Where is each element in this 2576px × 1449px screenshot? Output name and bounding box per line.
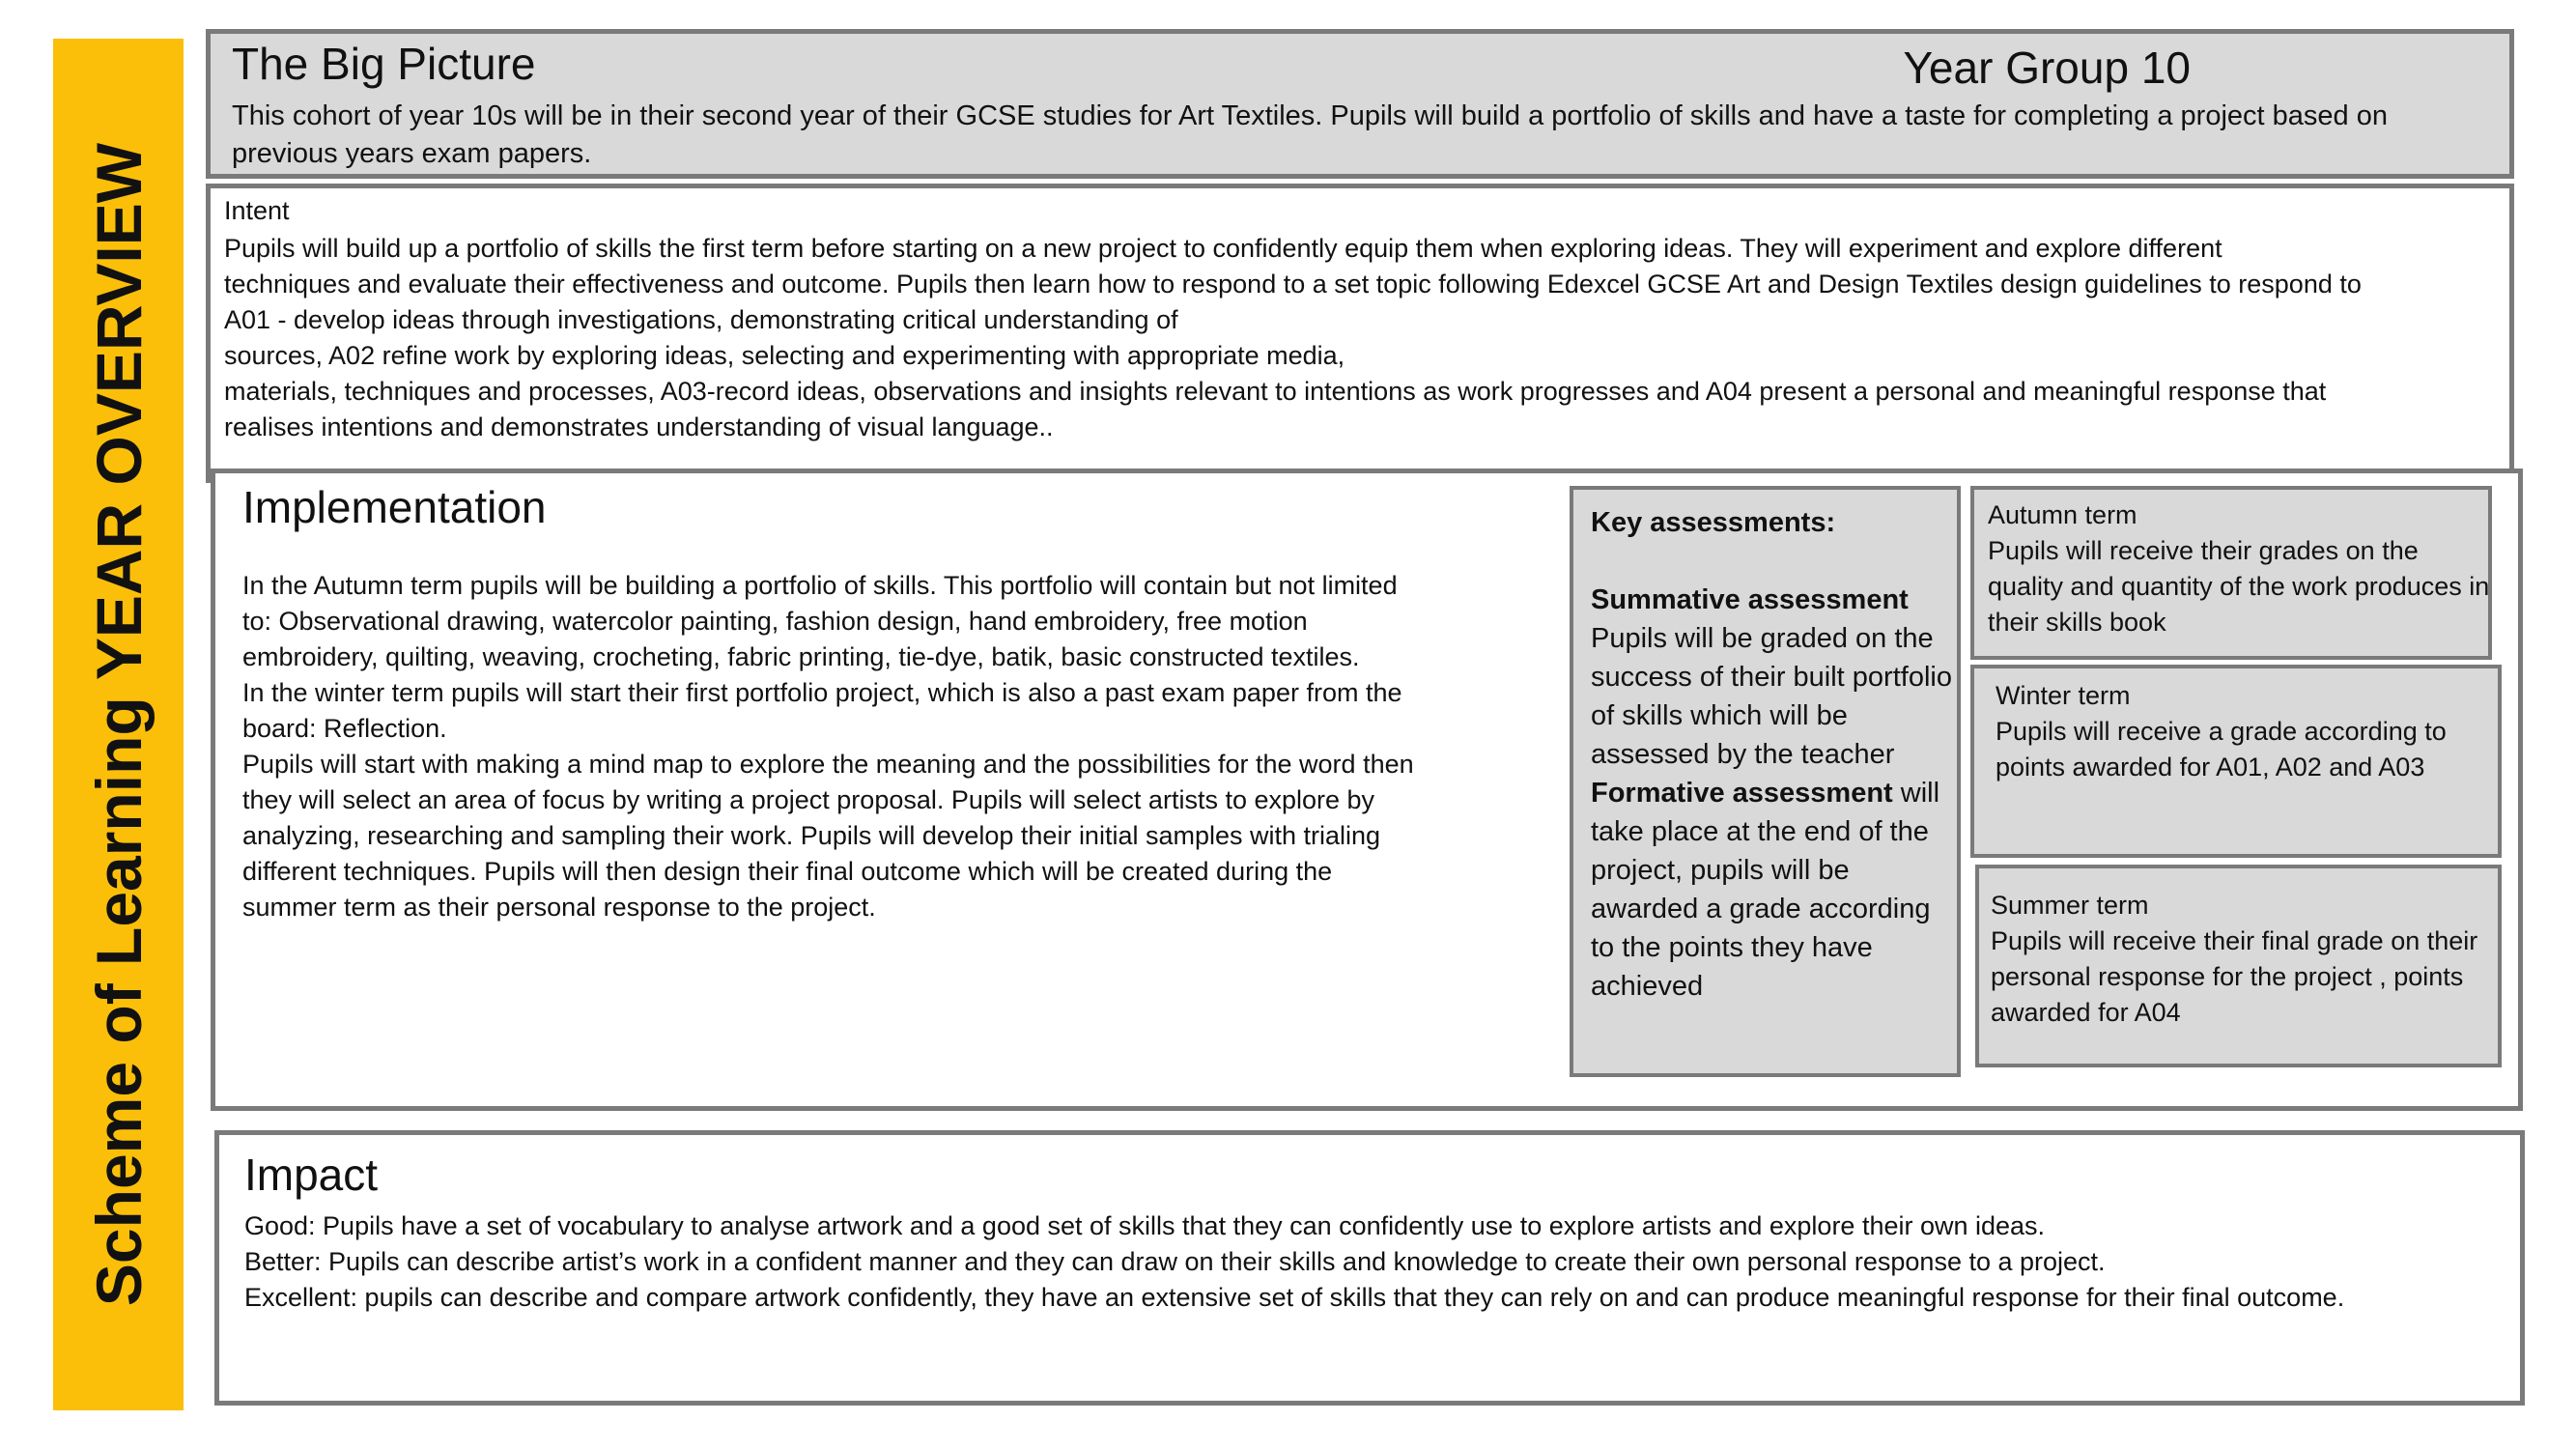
- autumn-term-content: [1988, 497, 2490, 640]
- winter-term-content: [1996, 678, 2498, 785]
- intent-line: realises intentions and demonstrates understanding of visual language..: [224, 412, 1054, 441]
- key-assessments-panel: [1570, 486, 1961, 1077]
- implementation-line: summer term as their personal response to the project.: [242, 893, 876, 922]
- autumn-term-title: Autumn term: [1988, 500, 2137, 529]
- autumn-term-text: Pupils will receive their grades on the quality and quantity of the work produces in their skills book: [1988, 536, 2490, 637]
- implementation-line: Pupils will start with making a mind map to explore the meaning and the possibilities for the word then: [242, 750, 1414, 779]
- summer-term-panel: [1975, 865, 2502, 1067]
- sidebar-title: Scheme of Learning YEAR OVERVIEW: [82, 142, 155, 1307]
- implementation-line: they will select an area of focus by writing a project proposal. Pupils will select artists to explore by: [242, 785, 1375, 814]
- winter-term-title: Winter term: [1996, 681, 2131, 710]
- impact-excellent: Excellent: pupils can describe and compare artwork confidently, they have an extensive set of skills that they can rely on and can produce meaningful response for their final outcome.: [244, 1283, 2345, 1312]
- impact-panel: [214, 1130, 2525, 1406]
- formative-block: [1591, 774, 1953, 1006]
- autumn-term-panel: [1970, 486, 2492, 660]
- intent-line: Pupils will build up a portfolio of skills the first term before starting on a new project to confidently equip them when exploring ideas. They will experiment and explore different: [224, 234, 2222, 263]
- intent-text: [224, 231, 2494, 445]
- implementation-line: different techniques. Pupils will then design their final outcome which will be created during the: [242, 857, 1333, 886]
- impact-title: Impact: [244, 1150, 379, 1200]
- implementation-line: embroidery, quilting, weaving, crocheting, fabric printing, tie-dye, batik, basic constructed textiles.: [242, 642, 1360, 671]
- implementation-line: board: Reflection.: [242, 714, 447, 743]
- winter-term-panel: [1970, 665, 2502, 858]
- intent-line: techniques and evaluate their effectiveness and outcome. Pupils then learn how to respond to a set topic following Edexcel GCSE Art and Design Textiles design guidelines to respond to: [224, 270, 2362, 298]
- big-picture-title: The Big Picture: [232, 39, 536, 89]
- intent-panel: [206, 184, 2514, 483]
- implementation-line: In the Autumn term pupils will be building a portfolio of skills. This portfolio will contain but not limited: [242, 571, 1398, 600]
- summative-heading: Summative assessment: [1591, 584, 1909, 615]
- intent-line: A01 - develop ideas through investigations, demonstrating critical understanding of: [224, 305, 1178, 334]
- implementation-title: Implementation: [242, 482, 547, 532]
- summer-term-title: Summer term: [1991, 891, 2149, 920]
- implementation-text: [242, 568, 1537, 925]
- implementation-line: analyzing, researching and sampling their work. Pupils will develop their initial samples with trialing: [242, 821, 1381, 850]
- implementation-line: In the winter term pupils will start their first portfolio project, which is also a past exam paper from the: [242, 678, 1402, 707]
- intent-line: materials, techniques and processes, A03-record ideas, observations and insights relevant to intentions as work progresses and A04 present a personal and meaningful response that: [224, 377, 2327, 406]
- summer-term-content: [1991, 888, 2493, 1031]
- key-assessments-heading: Key assessments:: [1591, 507, 1836, 538]
- formative-text: will take place at the end of the project, pupils will be awarded a grade according to the points they have achieved: [1591, 778, 1940, 1002]
- formative-heading: Formative assessment: [1591, 778, 1893, 809]
- sidebar-banner: [53, 39, 184, 1410]
- impact-text: [244, 1208, 2495, 1316]
- intent-line: sources, A02 refine work by exploring ideas, selecting and experimenting with appropriate media,: [224, 341, 1345, 370]
- impact-better: Better: Pupils can describe artist’s work in a confident manner and they can draw on their skills and knowledge to create their own personal response to a project.: [244, 1247, 2106, 1276]
- winter-term-text: Pupils will receive a grade according to points awarded for A01, A02 and A03: [1996, 717, 2447, 781]
- big-picture-panel: [206, 29, 2514, 179]
- intent-title: Intent: [224, 196, 290, 225]
- key-assessments-content: [1591, 503, 1953, 1006]
- impact-good: Good: Pupils have a set of vocabulary to analyse artwork and a good set of skills that they can confidently use to explore artists and explore their own ideas.: [244, 1211, 2046, 1240]
- implementation-line: to: Observational drawing, watercolor painting, fashion design, hand embroidery, free motion: [242, 607, 1308, 636]
- summative-text: Pupils will be graded on the success of their built portfolio of skills which will be assessed by the teacher: [1591, 623, 1952, 770]
- big-picture-text: This cohort of year 10s will be in their second year of their GCSE studies for Art Textiles. Pupils will build a portfolio of skills and have a taste for completing a project based on previous years exam papers.: [232, 100, 2388, 169]
- summer-term-text: Pupils will receive their final grade on their personal response for the project , points awarded for A04: [1991, 926, 2478, 1027]
- year-group-label: Year Group 10: [1903, 43, 2191, 93]
